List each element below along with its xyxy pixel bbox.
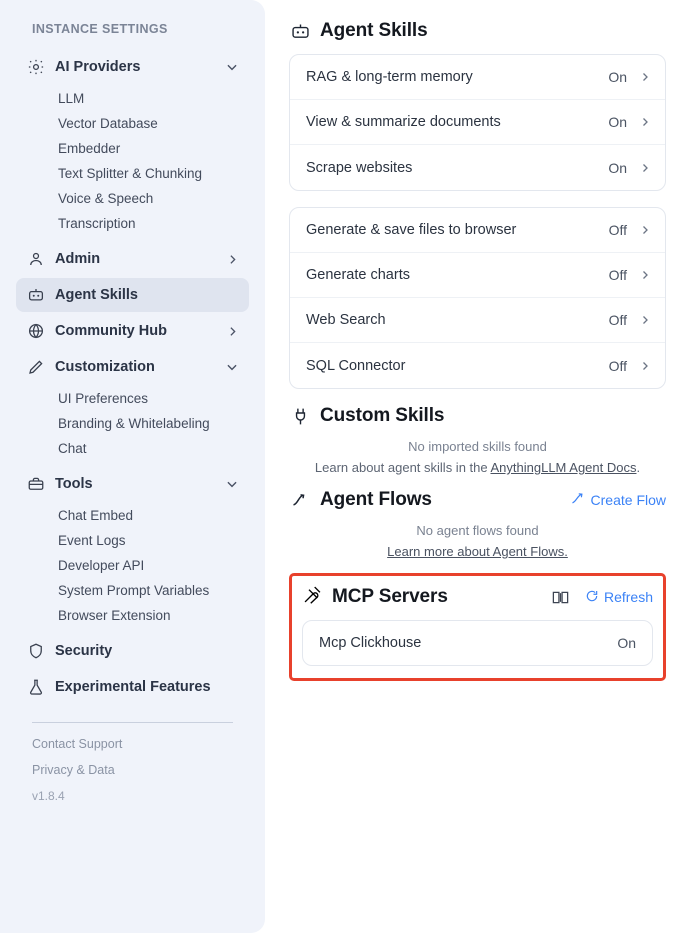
- mcp-server-state: On: [617, 635, 636, 651]
- learn-prefix: Learn about agent skills in the: [314, 460, 491, 475]
- sidebar-item-label: Experimental Features: [55, 679, 211, 695]
- create-flow-button[interactable]: [570, 491, 666, 509]
- chevron-right-icon: [639, 71, 651, 83]
- chevron-right-icon: [639, 360, 651, 372]
- robot-icon: [26, 286, 45, 305]
- skill-name: Generate & save files to browser: [306, 222, 517, 238]
- admin-user-icon: [26, 250, 45, 269]
- section-title: MCP Servers: [332, 586, 448, 607]
- skill-row-web-search[interactable]: [290, 298, 665, 343]
- sidebar-divider: [32, 722, 233, 723]
- sidebar-group-experimental-features: [16, 670, 249, 704]
- section-title: Agent Flows: [320, 489, 432, 510]
- refresh-icon: [585, 589, 599, 606]
- flask-icon: [26, 678, 45, 697]
- mcp-actions: [551, 587, 653, 607]
- create-flow-label: Create Flow: [590, 492, 666, 508]
- skill-name: SQL Connector: [306, 357, 406, 374]
- skill-row-generate-save-files-to-browser[interactable]: [290, 208, 665, 253]
- sidebar-item-event-logs[interactable]: Event Logs: [58, 533, 126, 548]
- skill-state: Off: [608, 357, 627, 374]
- chevron-right-icon: [639, 314, 651, 326]
- skill-row-sql-connector[interactable]: [290, 343, 665, 388]
- section-title: Custom Skills: [320, 405, 445, 426]
- robot-icon: [289, 20, 311, 42]
- mcp-servers-card: [302, 620, 653, 666]
- agent-flows-learn-more-link[interactable]: Learn more about Agent Flows.: [387, 544, 568, 559]
- sidebar-footer: [16, 737, 249, 777]
- refresh-label: Refresh: [603, 589, 653, 605]
- agent-skills-card-disabled: [289, 207, 666, 389]
- sidebar-item-label: Community Hub: [55, 323, 167, 339]
- sidebar-item-label: AI Providers: [55, 59, 141, 75]
- sidebar-item-chat[interactable]: Chat: [58, 441, 87, 456]
- chevron-right-icon: [639, 224, 651, 236]
- agent-docs-link[interactable]: AnythingLLM Agent Docs: [490, 460, 637, 475]
- chevron-down-icon: [225, 360, 239, 374]
- sidebar-subitems-ai-providers: [16, 86, 249, 236]
- sidebar-group-admin: [16, 242, 249, 276]
- sidebar-item-system-prompt-variables[interactable]: System Prompt Variables: [58, 583, 210, 598]
- sidebar-item-experimental-features[interactable]: [16, 670, 249, 704]
- book-icon[interactable]: [551, 587, 571, 607]
- sidebar-item-branding-whitelabeling[interactable]: Branding & Whitelabeling: [58, 416, 210, 431]
- skill-state: Off: [608, 222, 627, 238]
- skill-state: Off: [608, 312, 627, 328]
- flow-create-icon: [570, 491, 585, 509]
- agent-skills-card-enabled: [289, 54, 666, 191]
- agent-flows-header: [289, 489, 666, 511]
- shield-icon: [26, 642, 45, 661]
- skill-row-generate-charts[interactable]: [290, 253, 665, 298]
- sidebar-item-chat-embed[interactable]: Chat Embed: [58, 508, 134, 523]
- globe-icon: [26, 322, 45, 341]
- skill-name: Scrape websites: [306, 159, 413, 176]
- chevron-down-icon: [225, 477, 239, 491]
- mcp-icon: [302, 584, 323, 610]
- page-title: Agent Skills: [320, 20, 428, 41]
- skill-state: On: [608, 69, 627, 85]
- sidebar-group-ai-providers: [16, 50, 249, 236]
- chevron-down-icon: [225, 60, 239, 74]
- sidebar-subitems-tools: [16, 503, 249, 628]
- sidebar-item-label: Customization: [55, 359, 155, 375]
- flow-icon: [289, 489, 311, 511]
- sidebar-item-label: Security: [55, 643, 113, 659]
- sidebar-item-text-splitter-chunking[interactable]: Text Splitter & Chunking: [58, 166, 203, 181]
- mcp-server-row-mcp-clickhouse[interactable]: [303, 621, 652, 665]
- agent-skills-header: [289, 20, 666, 42]
- chevron-right-icon: [639, 162, 651, 174]
- learn-suffix: .: [636, 460, 641, 475]
- chevron-right-icon: [639, 269, 651, 281]
- sidebar-item-vector-database[interactable]: Vector Database: [58, 116, 158, 131]
- skill-name: View & summarize documents: [306, 114, 501, 130]
- custom-skills-header: [289, 405, 666, 427]
- skill-state: On: [608, 114, 627, 130]
- sidebar-subitems-customization: [16, 386, 249, 461]
- toolbox-icon: [26, 475, 45, 494]
- plug-icon: [289, 405, 311, 427]
- sidebar-item-label: Tools: [55, 476, 93, 492]
- sidebar-group-community-hub: [16, 314, 249, 348]
- chevron-right-icon: [225, 252, 239, 266]
- sidebar-item-ai-providers[interactable]: [16, 50, 249, 84]
- skill-state: Off: [608, 267, 627, 283]
- sidebar-item-community-hub[interactable]: [16, 314, 249, 348]
- sidebar-item-security[interactable]: [16, 634, 249, 668]
- contact-support-link[interactable]: Contact Support: [32, 737, 123, 751]
- skill-name: Web Search: [306, 312, 386, 328]
- skill-name: Generate charts: [306, 267, 410, 283]
- chevron-right-icon: [639, 116, 651, 128]
- sidebar-group-agent-skills: [16, 278, 249, 312]
- version-label: v1.8.4: [32, 789, 65, 803]
- sidebar-item-browser-extension[interactable]: Browser Extension: [58, 608, 171, 623]
- sidebar-item-customization[interactable]: [16, 350, 249, 384]
- sidebar-item-developer-api[interactable]: Developer API: [58, 558, 145, 573]
- sidebar-item-admin[interactable]: [16, 242, 249, 276]
- sparkle-gear-icon: [26, 58, 45, 77]
- custom-skills-learn: [289, 460, 666, 475]
- agent-flows-empty: No agent flows found: [416, 523, 539, 538]
- skill-name: RAG & long-term memory: [306, 69, 473, 85]
- refresh-button[interactable]: [585, 589, 653, 606]
- sidebar-item-label: Agent Skills: [55, 287, 138, 303]
- sidebar-item-label: Admin: [55, 251, 101, 267]
- sidebar-group-customization: [16, 350, 249, 461]
- sidebar-item-voice-speech[interactable]: Voice & Speech: [58, 191, 154, 206]
- mcp-server-name: Mcp Clickhouse: [319, 635, 422, 651]
- instance-settings-header: INSTANCE SETTINGS: [32, 22, 168, 36]
- sidebar-item-tools[interactable]: [16, 467, 249, 501]
- sidebar: [0, 0, 265, 933]
- sidebar-group-security: [16, 634, 249, 668]
- skill-row-view-summarize-documents[interactable]: [290, 100, 665, 145]
- sidebar-item-agent-skills[interactable]: [16, 278, 249, 312]
- sidebar-item-llm[interactable]: LLM: [58, 91, 85, 106]
- chevron-right-icon: [225, 324, 239, 338]
- custom-skills-empty: No imported skills found: [408, 439, 547, 454]
- sidebar-item-embedder[interactable]: Embedder: [58, 141, 121, 156]
- sidebar-group-tools: [16, 467, 249, 628]
- sidebar-item-ui-preferences[interactable]: UI Preferences: [58, 391, 149, 406]
- skill-row-scrape-websites[interactable]: [290, 145, 665, 190]
- mcp-servers-header: [302, 584, 653, 610]
- sidebar-item-transcription[interactable]: Transcription: [58, 216, 136, 231]
- skill-row-rag-long-term-memory[interactable]: [290, 55, 665, 100]
- mcp-servers-section: [289, 573, 666, 681]
- skill-state: On: [608, 159, 627, 176]
- privacy-data-link[interactable]: Privacy & Data: [32, 763, 115, 777]
- main-content: [265, 0, 690, 933]
- pencil-icon: [26, 358, 45, 377]
